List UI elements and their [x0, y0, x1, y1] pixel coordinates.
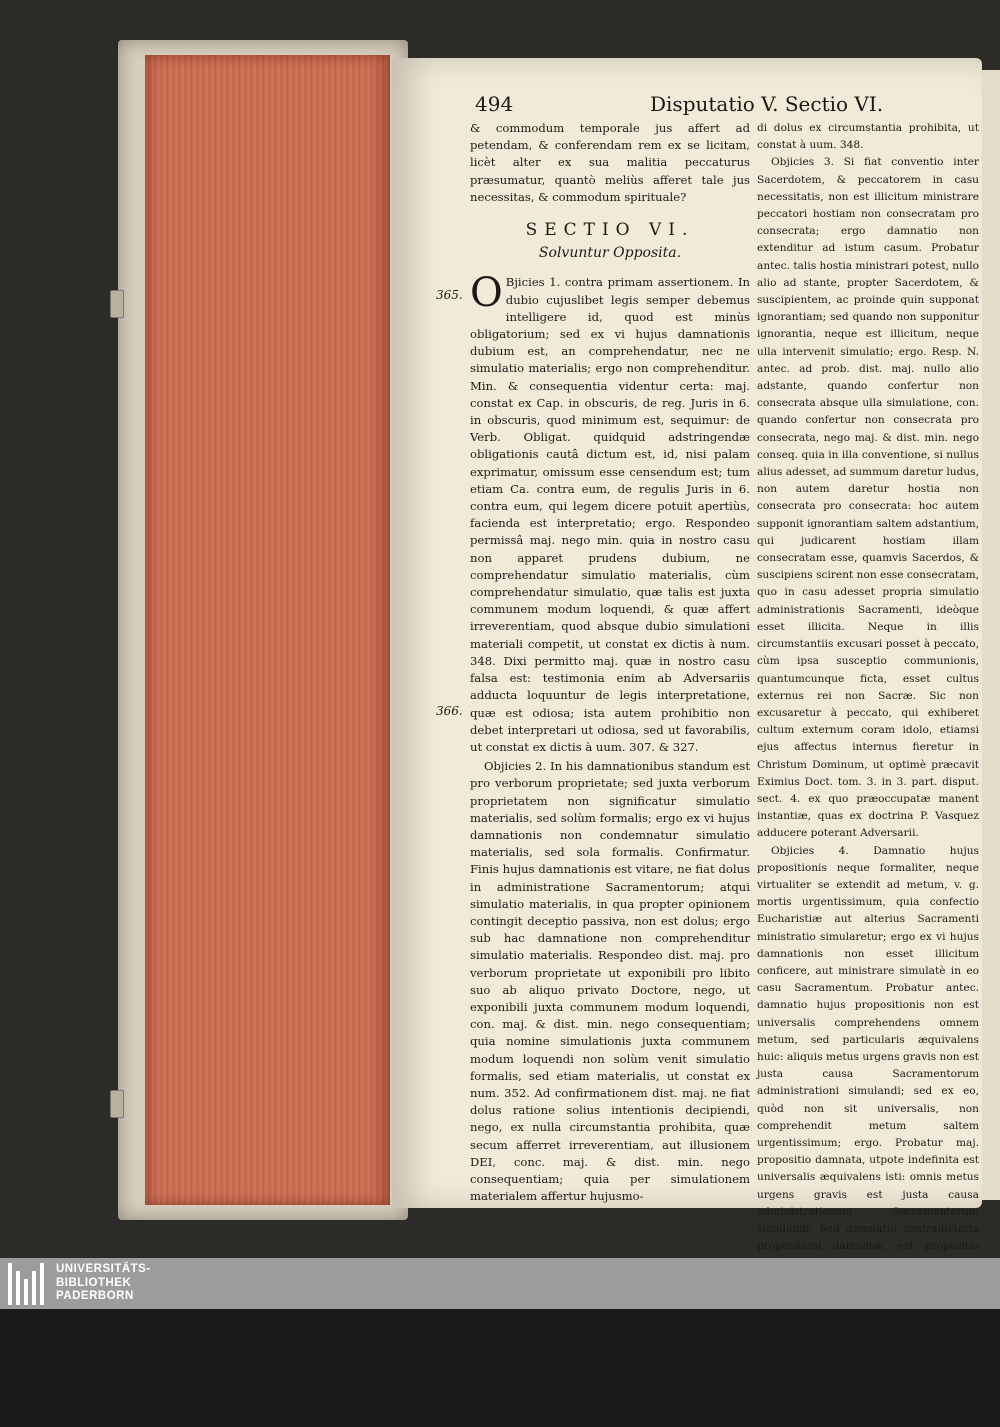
- drop-cap: O: [470, 270, 503, 317]
- section-title: SECTIO VI.: [525, 220, 695, 241]
- section-subtitle: Solvuntur Opposita.: [538, 245, 682, 262]
- running-head: Disputatio V. Sectio VI.: [650, 92, 884, 116]
- margin-number-366: 366.: [436, 704, 463, 718]
- paragraph-continued: di dolus ex circumstantia prohibita, ut constat à uum. 348.: [757, 122, 979, 152]
- page-edge-red: [145, 55, 390, 1205]
- page-number: 494: [475, 92, 514, 116]
- clasp-hinge-top: [110, 290, 124, 318]
- left-column: [470, 120, 750, 1205]
- library-name-line1: UNIVERSITÄTS-: [56, 1263, 151, 1275]
- clasp-hinge-bottom: [110, 1090, 124, 1118]
- library-logo-icon: [8, 1263, 48, 1305]
- intro-paragraph: & commodum temporale jus affert ad petendam, & conferendam rem ex se licitam, licèt alter ex sua malitia peccaturus præsumatur, quantò meliùs afferet tale jus necessitas, & commodum spirituale?: [470, 121, 750, 204]
- library-name-line2: BIBLIOTHEK: [56, 1276, 132, 1289]
- library-name: [56, 1263, 151, 1304]
- paragraph-objection-4: Objicies 4. Damnatio hujus propositionis neque formaliter, neque virtualiter se extendit ad metum, v. g. mortis urgentissimum, quia confectio Eucharistiæ aut alterius Sacramenti ministratio simularetur; ergo ex vi hujus damnationis non esset illicitum conficere, aut ministrare simulatè in eo casu Sacramentum. Probatur antec. damnatio hujus propositionis non est universalis comprehendens omnem metum, sed particularis æquivalens huic: aliquis metus urgens gravis non est justa causa Sacramentorum administrationi simulandi; sed ex eo, quòd non sit universalis, non comprehendit metum saltem urgentissimum; ergo. Probatur maj. propositio damnata, utpote indefinita est universalis æquivalens isti: omnis metus urgens gravis est justa causa administrationem Sacramentorum simulandi; Sed damnatio contradictoria propositioni damnatæ, est propositio particularis.: [757, 844, 979, 1322]
- margin-number-365: 365.: [436, 288, 463, 302]
- paragraph-366: Objicies 2. In his damnationibus standum est pro verborum proprietate; sed juxta verborum proprietatem non significatur simulatio materialis, sed solùm formalis; ergo ex vi hujus damnationis non condemnatur simulatio materialis, sed sola formalis. Confirmatur. Finis hujus damnationis est vitare, ne fiat dolus in administratione Sacramentorum; atqui simulatio materialis, in qua propter opinionem contingit deceptio passiva, non est dolus; ergo sub hac damnatione non comprehenditur simulatio materialis. Respondeo dist. maj. pro verborum proprietate ut exponibili pro libito suo ab aliquo privato Doctore, nego, ut exponibili juxta communem modum loquendi, con. maj. & dist. min. nego consequentiam; quia nomine simulationis juxta communem modum loquendi non solùm venit simulatio formalis, sed etiam materialis, ut constat ex num. 352. Ad confirmationem dist. maj. ne fiat dolus ratione solius intentionis decipiendi, nego, ex nulla circumstantia prohibita, quæ secum afferret irreverentiam, aut illusionem DEI, conc. maj. & dist. min. nego consequentiam; quia per simulationem materialem affertur hujusmo-: [470, 759, 750, 1204]
- paragraph-confirmatur: Confirmatur; à particulari non valet argumentum ad singularem, neque à propositione indeterminata ad determinatam; ergo non valet ista argumentatio: aliquis metus urgens gravis: [757, 1326, 979, 1425]
- paragraph-objection-3: Objicies 3. Si fiat conventio inter Sacerdotem, & peccatorem in casu necessitatis, non est illicitum ministrare peccatori hostiam non consecratam pro consecrata; ergo damnatio non extenditur ad istum casum. Probatur antec. talis hostia ministrari potest, nullo alio ad stante, propter Sacerdotem, & suscipientem, ac proinde quin supponat ignorantiam; sed quando non supponitur ignorantia, neque est illicitum, neque ulla intervenit simulatio; ergo. Resp. N. antec. ad prob. dist. maj. nullo alio adstante, quando confertur non consecrata absque ulla simulatione, con. quando confertur non consecrata pro consecrata, nego maj. & dist. min. nego conseq. quia in illa conventione, si nullus alius adesset, ad summum daretur ludus, non autem daretur hostia non consecrata pro consecrata: hoc autem supponit ignorantiam saltem adstantium, qui judicarent hostiam illam consecratam esse, quamvis Sacerdos, & suscipiens scirent non esse consecratam, quo in casu adesset propria simulatio administrationis Sacramenti, ideòque esset illicita. Neque in illis circumstantiis excusari posset à peccato, cùm ipsa susceptio communionis, quantumcunque ficta, esset cultus externus rei non Sacræ. Sic non excusaretur à peccato, qui exhiberet cultum externum coram idolo, etiamsi ejus affectus internus fieretur in Christum Dominum, ut optimè præcavit Eximius Doct. tom. 3. in 3. part. disput. sect. 4. ex quo præoccupatæ manent instantiæ, quas ex doctrina P. Vasquez adducere poterant Adversarii.: [757, 156, 979, 840]
- right-column: [757, 120, 979, 1427]
- paragraph-365: Bjicies 1. contra primam assertionem. In dubio cujuslibet legis semper debemus intelligere id, quod est minùs obligatorium; sed ex vi hujus damnationis dubium est, an comprehendatur, nec ne simulatio materialis; ergo non comprehenditur. Min. & consequentia videntur certa: maj. constat ex Cap. in obscuris, de reg. Juris in 6. in obscuris, quod minimum est, sequimur: de Verb. Obligat. quidquid adstringendæ obligationis cautâ dictum est, id, nisi palam exprimatur, omissum esse censendum est; tum etiam Ca. contra eum, de regulis Juris in 6. contra eum, qui legem dicere potuit apertiùs, facienda est interpretatio; ergo. Respondeo permissâ maj. nego min. quia in nostro casu non apparet prudens dubium, ne comprehendatur simulatio materialis, cùm comprehendatur simulatio, quæ talis est juxta communem modum loquendi, & quæ affert irreverentiam, quod absque dubio simulationi materiali competit, ut constat ex dictis à num. 348. Dixi permitto maj. quæ in nostro casu falsa est: testimonia enim ab Adversariis adducta loquuntur de legis interpretatione, quæ est odiosa; ista autem prohibitio non debet interpretari ut odiosa, sed ut favorabilis, ut constat ex dictis à uum. 307. & 327.: [470, 275, 750, 754]
- library-footer: [0, 1258, 1000, 1309]
- library-name-line3: PADERBORN: [56, 1290, 134, 1302]
- facing-page-edge: [982, 70, 1000, 1200]
